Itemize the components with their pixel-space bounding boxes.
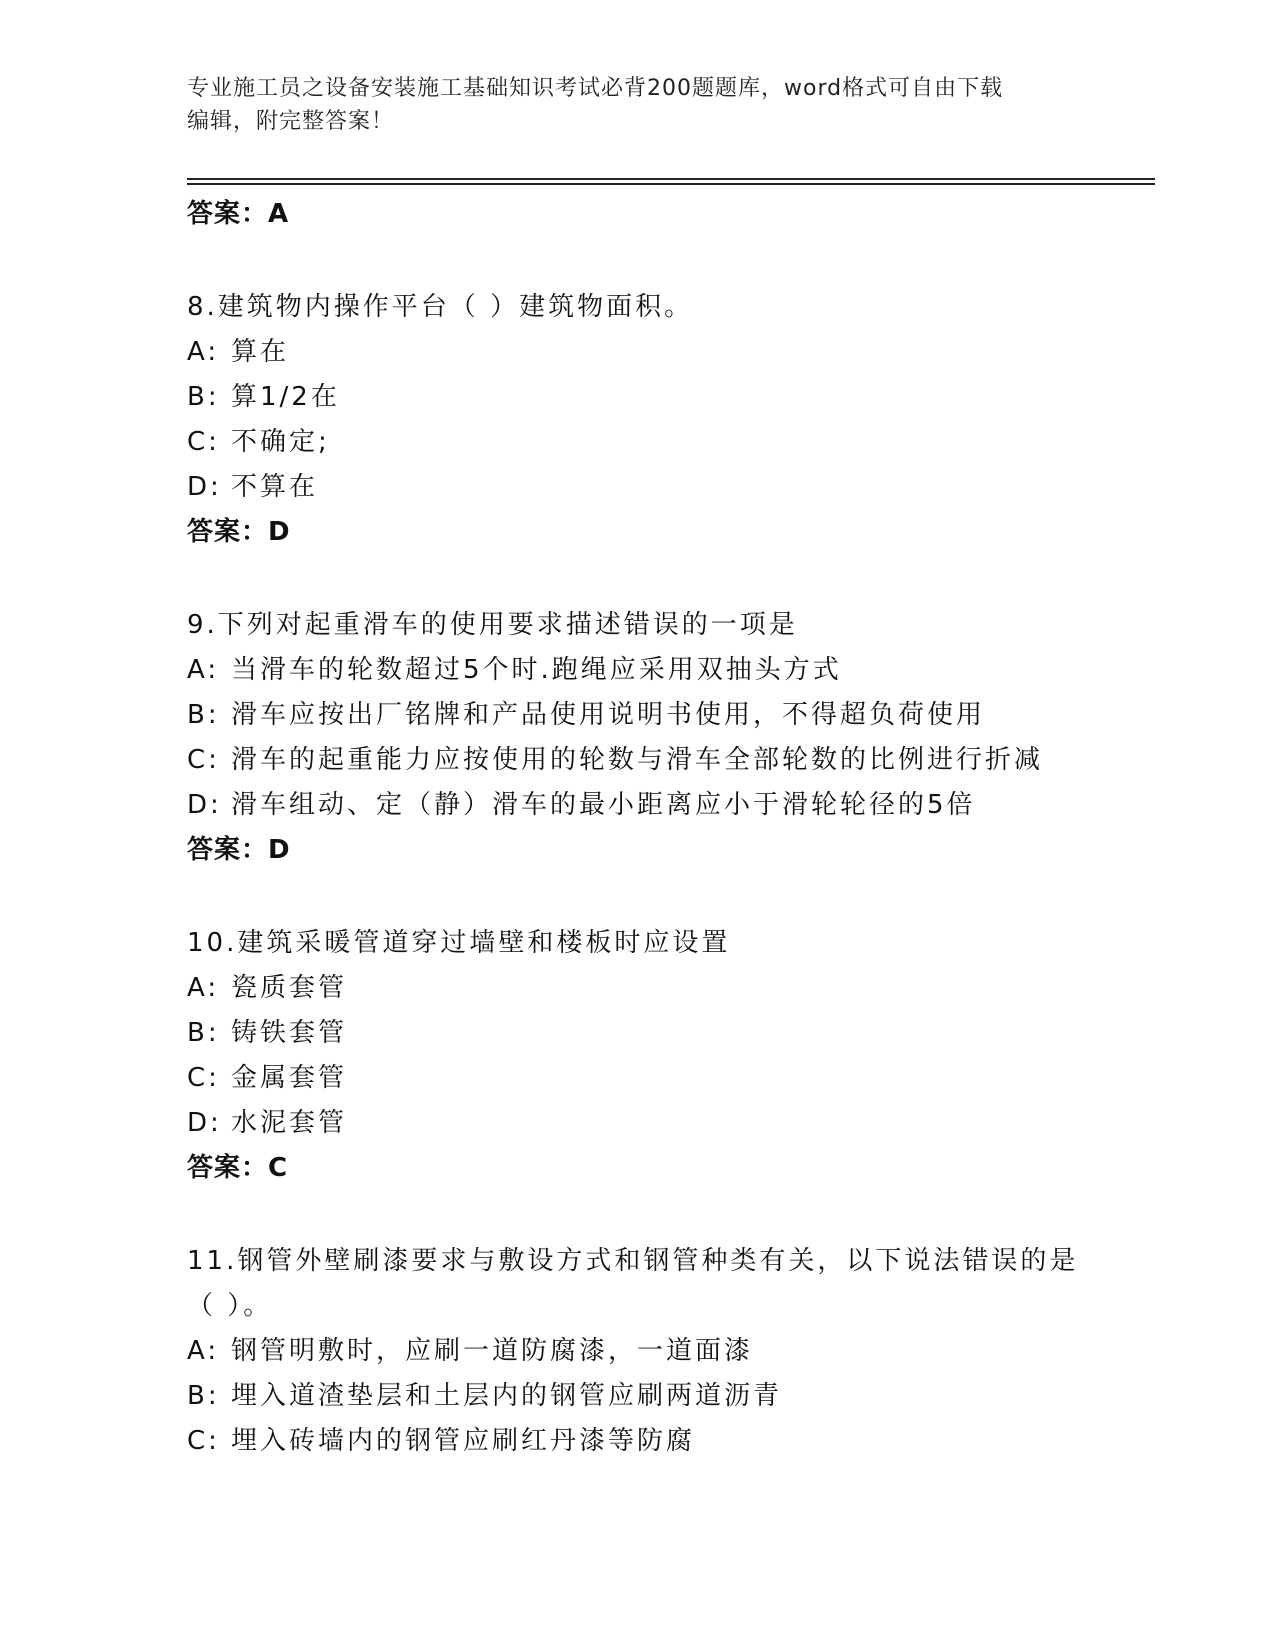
header-divider-top — [187, 178, 1155, 180]
option-b — [187, 375, 1187, 420]
option-key: A: — [187, 1336, 220, 1366]
option-a — [187, 966, 1187, 1011]
option-key: C: — [187, 427, 220, 457]
option-c — [187, 738, 1187, 783]
question-8 — [187, 285, 1187, 555]
option-text: 埋入砖墙内的钢管应刷红丹漆等防腐 — [231, 1426, 696, 1456]
option-text: 算在 — [231, 337, 290, 367]
header-divider-bottom — [187, 183, 1155, 185]
header-line-1: 专业施工员之设备安装施工基础知识考试必背200题题库，word格式可自由下载 — [187, 76, 1004, 101]
option-key: B: — [187, 1381, 220, 1411]
option-key: C: — [187, 1063, 220, 1093]
spacer — [187, 555, 1187, 603]
option-text: 不确定; — [231, 427, 330, 457]
option-a — [187, 1329, 1187, 1374]
question-stem: 10.建筑采暖管道穿过墙壁和楼板时应设置 — [187, 928, 731, 958]
option-key: D: — [187, 1108, 222, 1138]
option-d — [187, 1101, 1187, 1146]
option-text: 滑车组动、定（静）滑车的最小距离应小于滑轮轮径的5倍 — [231, 790, 976, 820]
option-text: 金属套管 — [231, 1063, 348, 1093]
question-stem: 9.下列对起重滑车的使用要求描述错误的一项是 — [187, 610, 798, 640]
option-key: A: — [187, 655, 220, 685]
spacer — [187, 873, 1187, 921]
question-stem: 8.建筑物内操作平台（ ）建筑物面积。 — [187, 292, 694, 322]
option-text: 当滑车的轮数超过5个时.跑绳应采用双抽头方式 — [231, 655, 842, 685]
option-key: B: — [187, 700, 220, 730]
option-text: 埋入道渣垫层和土层内的钢管应刷两道沥青 — [231, 1381, 783, 1411]
question-10 — [187, 921, 1187, 1191]
spacer — [187, 1191, 1187, 1239]
option-text: 算1/2在 — [231, 382, 340, 412]
document-header — [187, 72, 1087, 138]
option-text: 铸铁套管 — [231, 1018, 348, 1048]
option-key: B: — [187, 382, 220, 412]
question-list — [187, 192, 1187, 1464]
option-key: A: — [187, 973, 220, 1003]
answer-line: 答案：D — [187, 517, 291, 547]
option-text: 不算在 — [231, 472, 319, 502]
answer-line: 答案：C — [187, 1153, 289, 1183]
option-key: D: — [187, 790, 222, 820]
spacer — [187, 237, 1187, 285]
option-text: 水泥套管 — [231, 1108, 348, 1138]
question-stem-continuation: （ ）。 — [187, 1291, 273, 1321]
option-d — [187, 465, 1187, 510]
option-b — [187, 1374, 1187, 1419]
option-key: C: — [187, 1426, 220, 1456]
option-c — [187, 1056, 1187, 1101]
option-b — [187, 1011, 1187, 1056]
answer-line: 答案：D — [187, 835, 291, 865]
option-key: D: — [187, 472, 222, 502]
option-text: 钢管明敷时，应刷一道防腐漆，一道面漆 — [231, 1336, 754, 1366]
option-key: A: — [187, 337, 220, 367]
question-stem: 11.钢管外壁刷漆要求与敷设方式和钢管种类有关，以下说法错误的是 — [187, 1246, 1079, 1276]
option-key: B: — [187, 1018, 220, 1048]
option-text: 瓷质套管 — [231, 973, 348, 1003]
option-d — [187, 783, 1187, 828]
option-text: 滑车应按出厂铭牌和产品使用说明书使用，不得超负荷使用 — [231, 700, 986, 730]
option-text: 滑车的起重能力应按使用的轮数与滑车全部轮数的比例进行折减 — [231, 745, 1044, 775]
option-a — [187, 648, 1187, 693]
option-key: C: — [187, 745, 220, 775]
answer-line: 答案：A — [187, 199, 290, 229]
question-9 — [187, 603, 1187, 873]
header-line-2: 编辑，附完整答案！ — [187, 109, 395, 134]
option-c — [187, 1419, 1187, 1464]
option-b — [187, 693, 1187, 738]
question-11 — [187, 1239, 1187, 1464]
option-c — [187, 420, 1187, 465]
option-a — [187, 330, 1187, 375]
